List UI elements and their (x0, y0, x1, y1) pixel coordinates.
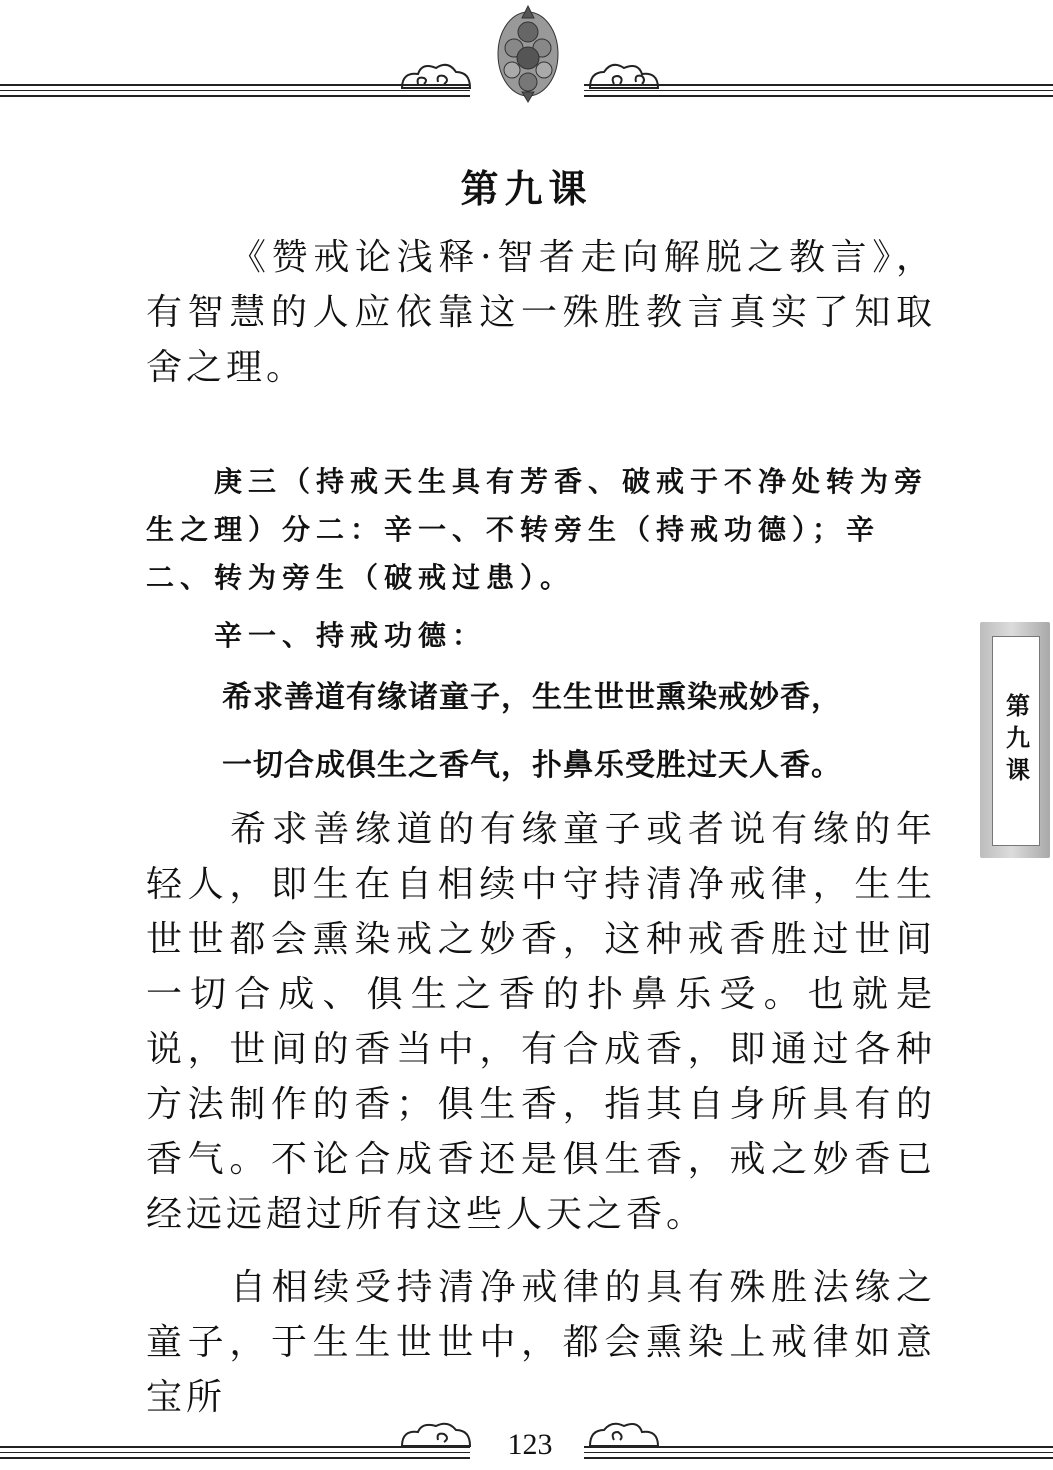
body-paragraph: 希求善缘道的有缘童子或者说有缘的年轻人，即生在自相续中守持清净戒律，生生世世都会熏染戒之妙香，这种戒香胜过世间一切合成、俱生之香的扑鼻乐受。也就是说，世间的香当中，有合成香，即通过各种方法制作的香；俱生香，指其自身所具有的香气。不论合成香还是俱生香，戒之妙香已经远远超过所有这些人天之香。 (146, 809, 936, 1235)
body-paragraph: 自相续受持清净戒律的具有殊胜法缘之童子，于生生世世中，都会熏染上戒律如意宝所 (146, 1267, 936, 1418)
section-subheading: 辛一、持戒功德： (214, 619, 487, 652)
outline-heading: 庚三（持戒天生具有芳香、破戒于不净处转为旁生之理）分二：辛一、不转旁生（持戒功德）；辛二、转为旁生（破戒过患）。 (146, 465, 929, 594)
cloud-scroll-icon (586, 60, 662, 94)
page-number: 123 (507, 1428, 553, 1461)
verse-line: 希求善道有缘诸童子，生生世世熏染戒妙香， (222, 680, 842, 715)
cloud-scroll-icon (398, 1420, 474, 1450)
chapter-side-tab (980, 622, 1050, 858)
side-tab-label: 第九课 (1001, 693, 1030, 789)
lesson-title: 第九课 (460, 167, 593, 211)
cloud-scroll-icon (398, 60, 474, 94)
intro-paragraph: 《赞戒论浅释·智者走向解脱之教言》，有智慧的人应依靠这一殊胜教言真实了知取舍之理。 (146, 237, 936, 388)
lotus-flower-ornament (488, 2, 568, 106)
cloud-scroll-icon (586, 1420, 662, 1450)
verse-line: 一切合成俱生之香气，扑鼻乐受胜过天人香。 (222, 748, 842, 783)
